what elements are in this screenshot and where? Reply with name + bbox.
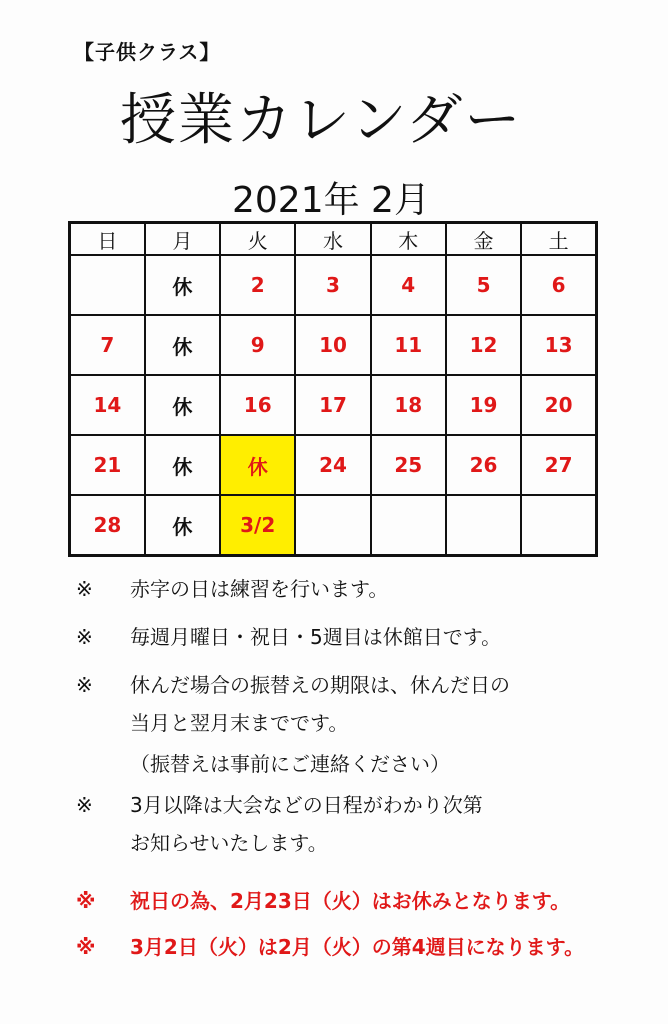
week-row — [70, 375, 597, 435]
weekday-tue: 火 — [220, 223, 295, 256]
note-text: お知らせいたします。 — [130, 831, 328, 855]
note-practice-days — [76, 570, 388, 608]
note-mark: ※ — [76, 673, 93, 697]
day-cell: 26 — [446, 435, 521, 495]
note-mark: ※ — [76, 625, 93, 649]
note-text: 当月と翌月末までです。 — [130, 711, 349, 735]
day-cell: 10 — [295, 315, 370, 375]
day-cell — [70, 255, 145, 315]
note-mark: ※ — [76, 935, 96, 959]
weekday-wed: 水 — [295, 223, 370, 256]
weekday-thu: 木 — [371, 223, 446, 256]
day-cell: 28 — [70, 495, 145, 556]
day-cell — [446, 495, 521, 556]
day-cell: 27 — [521, 435, 596, 495]
weekday-sat: 土 — [521, 223, 596, 256]
day-cell: 25 — [371, 435, 446, 495]
weekday-header-row — [70, 223, 597, 256]
note-text: 祝日の為、2月23日（火）はお休みとなります。 — [130, 889, 571, 913]
weekday-sun: 日 — [70, 223, 145, 256]
week-row — [70, 315, 597, 375]
note-text: 赤字の日は練習を行います。 — [130, 577, 389, 601]
day-cell: 17 — [295, 375, 370, 435]
day-cell: 11 — [371, 315, 446, 375]
day-cell: 20 — [521, 375, 596, 435]
page-title: 授業カレンダー — [120, 88, 523, 153]
day-cell: 14 — [70, 375, 145, 435]
day-cell: 9 — [220, 315, 295, 375]
weekday-mon: 月 — [145, 223, 220, 256]
day-cell: 16 — [220, 375, 295, 435]
note-closed-days — [76, 618, 501, 656]
note-makeup-week — [76, 928, 584, 966]
day-cell: 休 — [145, 255, 220, 315]
note-mark: ※ — [76, 793, 93, 817]
day-cell: 休 — [145, 375, 220, 435]
week-row — [70, 255, 597, 315]
note-text: 毎週月曜日・祝日・5週目は休館日です。 — [130, 625, 502, 649]
note-text: 3月以降は大会などの日程がわかり次第 — [130, 793, 483, 817]
note-makeup-deadline — [76, 666, 510, 742]
day-cell: 2 — [220, 255, 295, 315]
day-cell: 5 — [446, 255, 521, 315]
day-cell: 休 — [145, 435, 220, 495]
note-mark: ※ — [76, 889, 96, 913]
day-cell: 18 — [371, 375, 446, 435]
day-cell: 12 — [446, 315, 521, 375]
calendar-table — [68, 221, 598, 557]
day-cell: 4 — [371, 255, 446, 315]
note-holiday-closure — [76, 882, 570, 920]
day-cell: 休 — [145, 495, 220, 556]
note-mark: ※ — [76, 577, 93, 601]
month-heading: 2021年 2月 — [232, 180, 430, 221]
makeup-highlight-cell: 3/2 — [220, 495, 295, 556]
week-row — [70, 435, 597, 495]
note-text: 休んだ場合の振替えの期限は、休んだ日の — [130, 673, 510, 697]
class-label: 【子供クラス】 — [74, 40, 221, 64]
note-contact-advance: （振替えは事前にご連絡ください） — [130, 752, 450, 776]
day-cell: 24 — [295, 435, 370, 495]
day-cell — [371, 495, 446, 556]
holiday-highlight-cell: 休 — [220, 435, 295, 495]
note-schedule-announcement — [76, 786, 483, 862]
weekday-fri: 金 — [446, 223, 521, 256]
note-text: 3月2日（火）は2月（火）の第4週目になります。 — [130, 935, 585, 959]
day-cell — [295, 495, 370, 556]
day-cell: 19 — [446, 375, 521, 435]
day-cell: 21 — [70, 435, 145, 495]
day-cell: 3 — [295, 255, 370, 315]
day-cell: 13 — [521, 315, 596, 375]
day-cell: 休 — [145, 315, 220, 375]
week-row — [70, 495, 597, 556]
day-cell: 7 — [70, 315, 145, 375]
day-cell: 6 — [521, 255, 596, 315]
day-cell — [521, 495, 596, 556]
